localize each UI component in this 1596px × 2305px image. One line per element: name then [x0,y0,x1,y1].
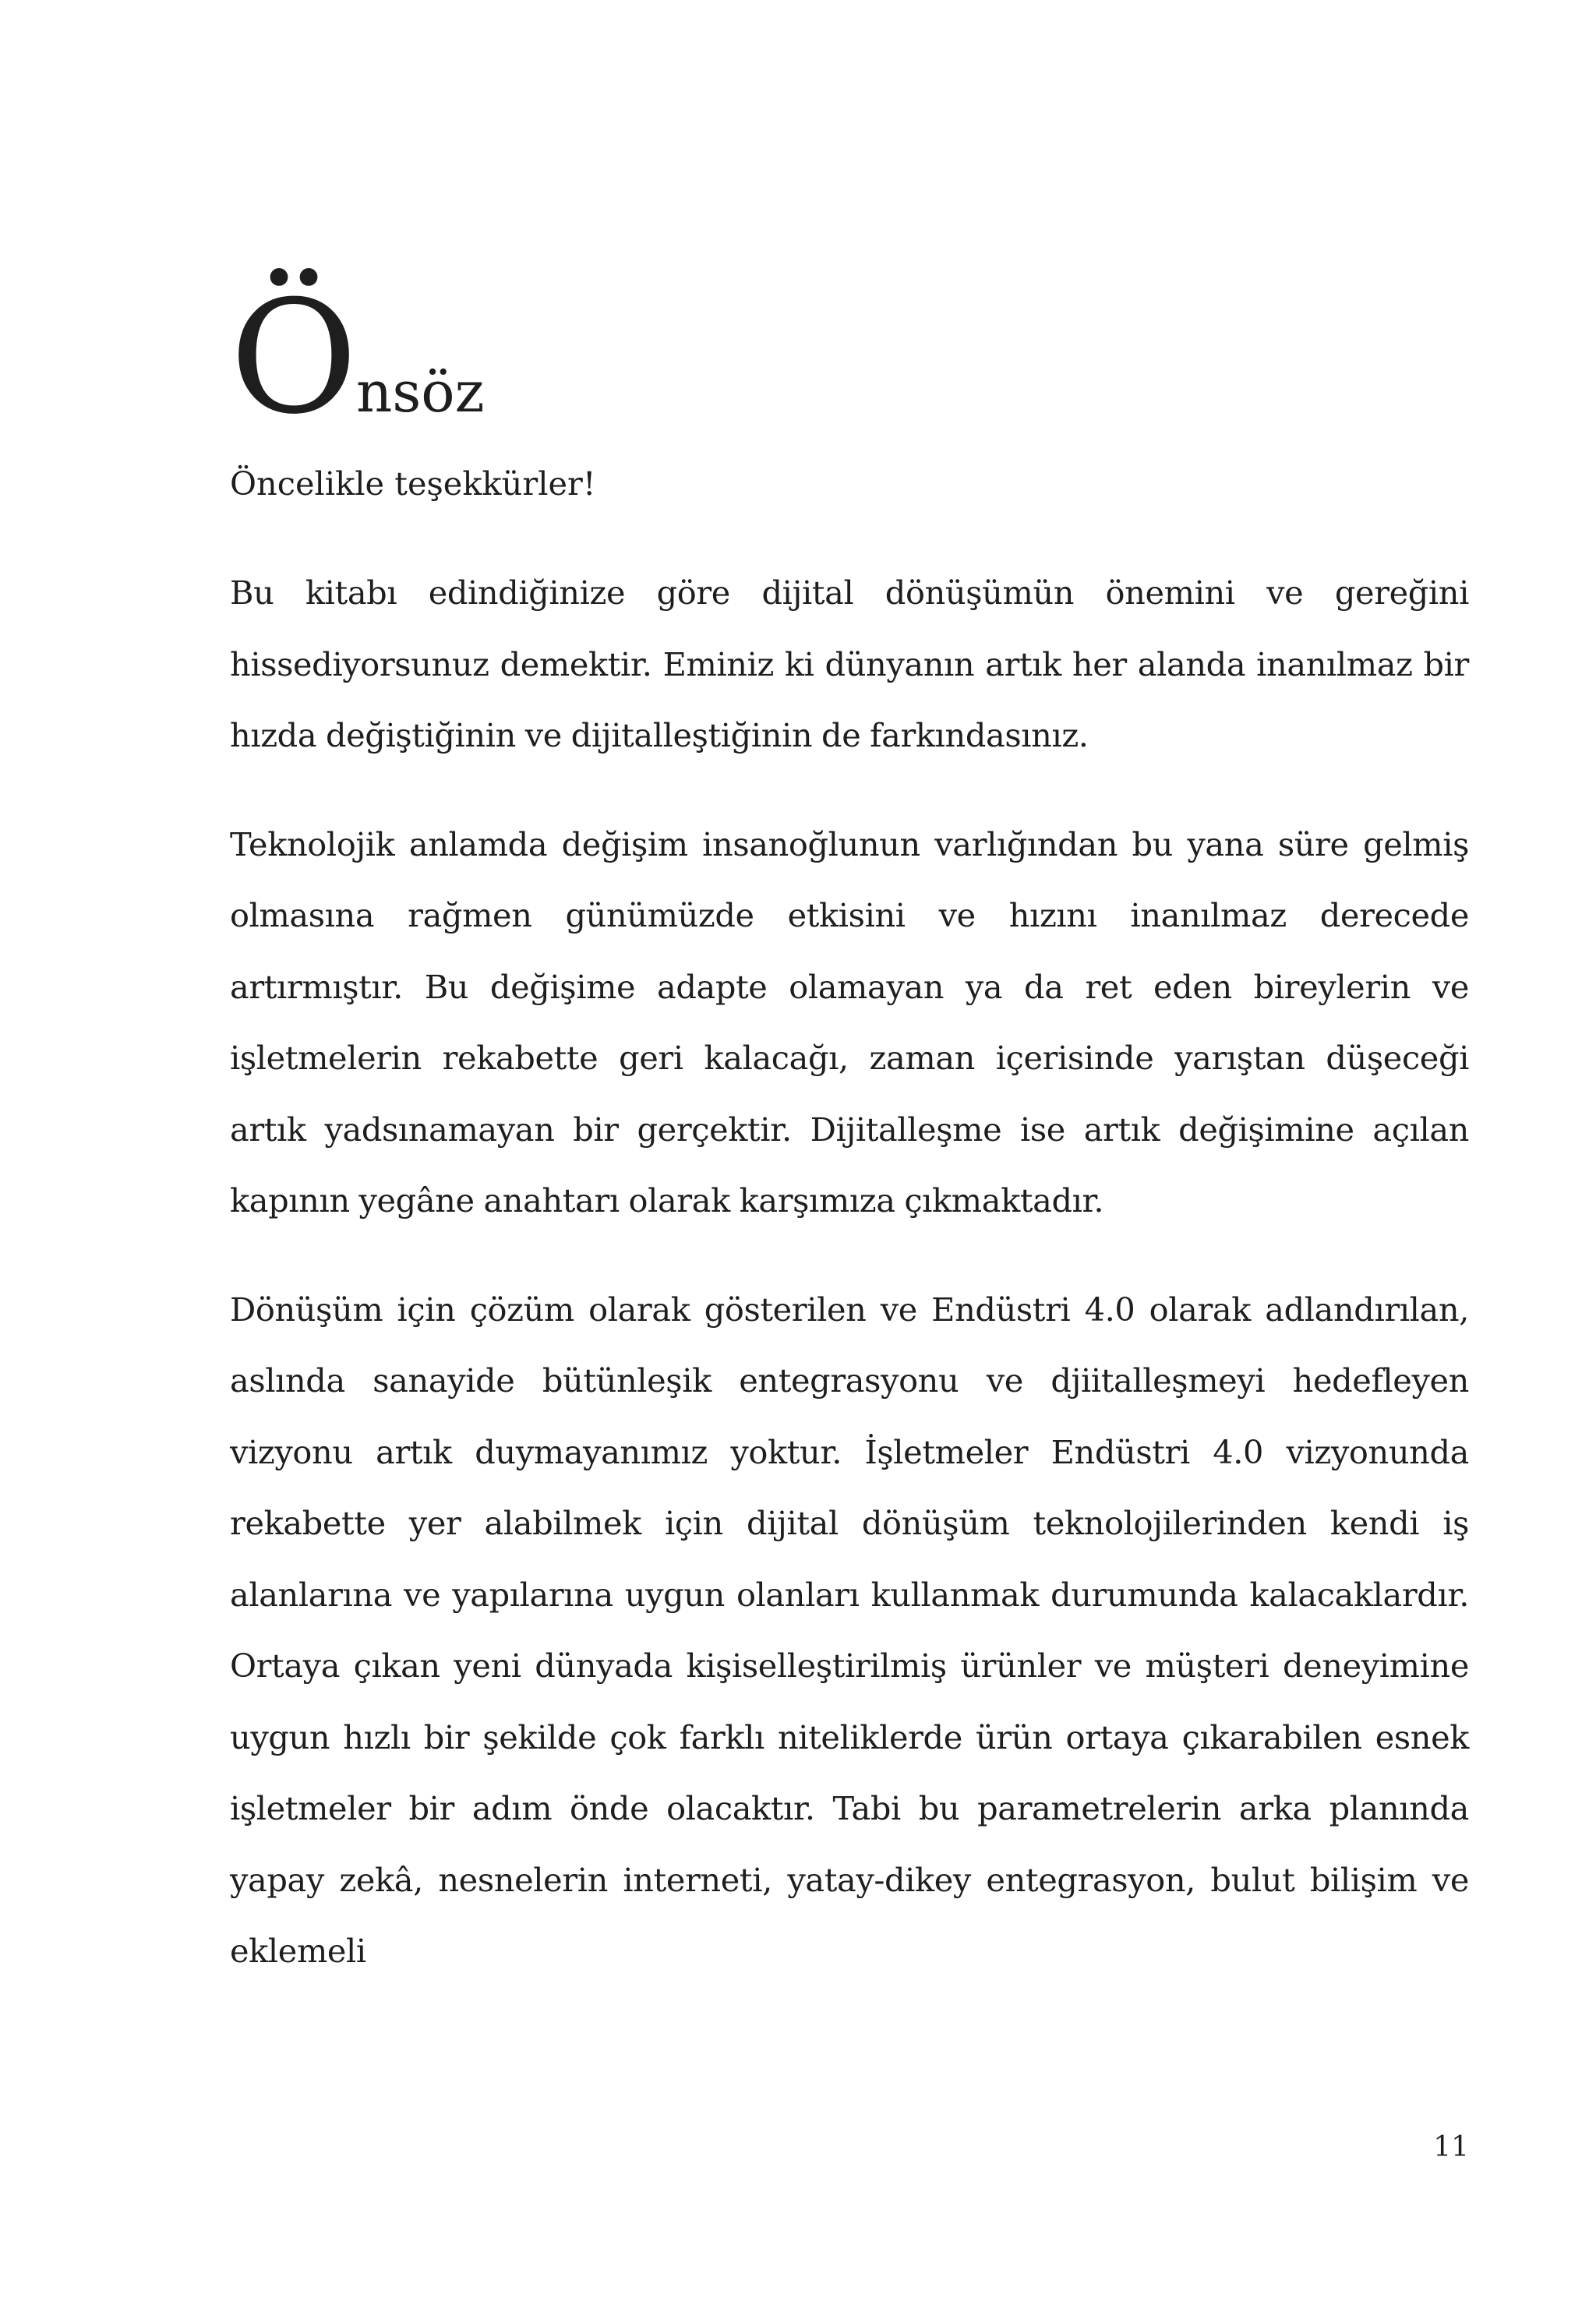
chapter-title-rest: nsöz [355,359,485,425]
paragraph-1: Bu kitabı edindiğinize göre dijital dönüşümün önemini ve gereğini hissediyorsunuz demektir. Eminiz ki dünyanın artık her alanda inanılmaz bir hızda değiştiğinin ve dijitalleştiğinin de farkındasınız. [230,574,1469,754]
page-content [230,267,1469,1987]
paragraph-3: Dönüşüm için çözüm olarak gösterilen ve Endüstri 4.0 olarak adlandırılan, aslında sanayide bütünleşik entegrasyonu ve djiitalleşmeyi hedefleyen vizyonu artık duymayanımız yoktur. İşletmeler Endüstri 4.0 vizyonunda rekabette yer alabilmek için dijital dönüşüm teknolojilerinden kendi iş alanlarına ve yapılarına uygun olanları kullanmak durumunda kalacaklardır. Ortaya çıkan yeni dünyada kişiselleştirilmiş ürünler ve müşteri deneyimine uygun hızlı bir şekilde çok farklı niteliklerde ürün ortaya çıkarabilen esnek işletmeler bir adım önde olacaktır. Tabi bu parametrelerin arka planında yapay zekâ, nesnelerin interneti, yatay-dikey entegrasyon, bulut bilişim ve eklemeli [230,1290,1469,1970]
page-number: 11 [1433,2131,1469,2163]
chapter-title-dropcap: Ö [230,267,355,449]
intro-line: Öncelikle teşekkürler! [230,464,596,503]
paragraph-2: Teknolojik anlamda değişim insanoğlunun varlığından bu yana süre gelmiş olmasına rağmen günümüzde etkisini ve hızını inanılmaz derecede artırmıştır. Bu değişime adapte olamayan ya da ret eden bireylerin ve işletmelerin rekabette geri kalacağı, zaman içerisinde yarıştan düşeceği artık yadsınamayan bir gerçektir. Dijitalleşme ise artık değişimine açılan kapının yegâne anahtarı olarak karşımıza çıkmaktadır. [230,824,1469,1220]
chapter-title [230,267,1469,449]
